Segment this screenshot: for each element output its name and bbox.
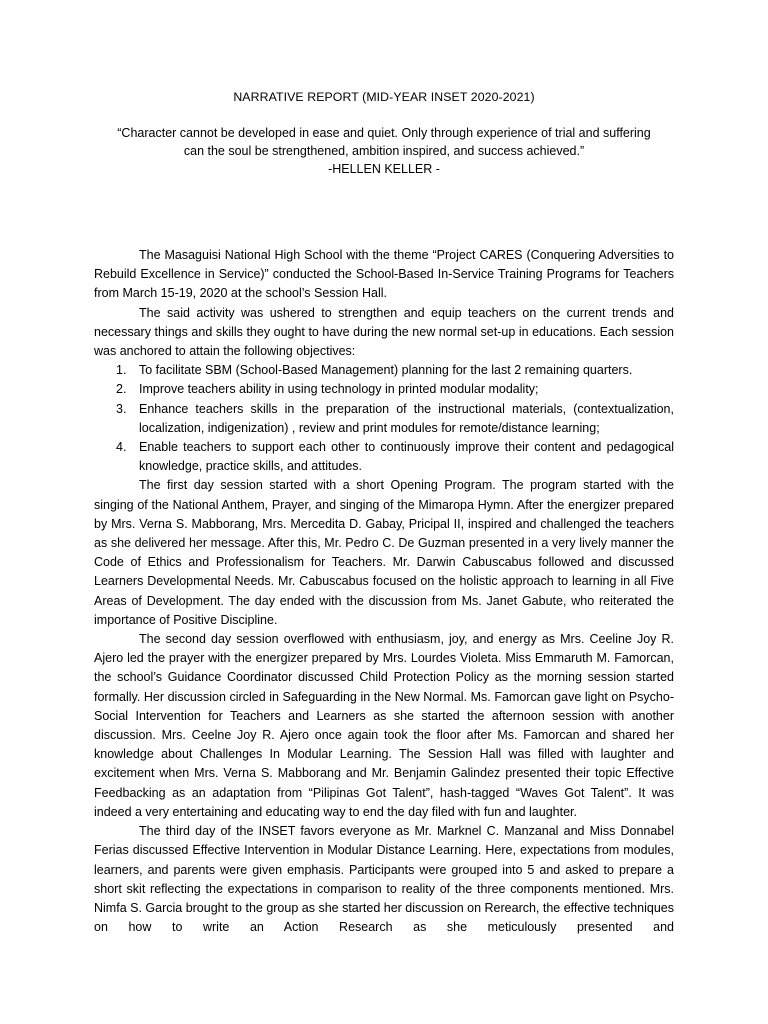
paragraph-purpose: The said activity was ushered to strengthen and equip teachers on the current trends and necessary things and skills they ought to have during the new normal set-up in educations. Each session was anchored to attain the following objectives:	[94, 305, 674, 359]
paragraph-day-two: The second day session overflowed with enthusiasm, joy, and energy as Mrs. Ceeline Joy R. Ajero led the prayer with the energizer prepared by Mrs. Lourdes Violeta. Miss Emmaruth M. Famorcan, the school’s Guidance Coordinator discussed Child Protection Policy as the morning session started formally. Her discussion circled in Safeguarding in the New Normal. Ms. Famorcan gave light on Psycho-Social Intervention for Teachers and Learners as she started the afternoon session with another discussion. Mrs. Ceelne Joy R. Ajero once again took the floor after Ms. Famorcan and shared her knowledge about Challenges In Modular Learning. The Session Hall was filled with laughter and excitement when Mrs. Verna S. Mabborang and Mr. Benjamin Galindez presented their topic Effective Feedbacking as an adaptation from “Pilipinas Got Talent”, hash-tagged “Waves Got Talent”. It was indeed a very entertaining and educating way to end the day filed with fun and laughter.	[94, 632, 674, 819]
list-item-number: 1.	[116, 363, 127, 378]
quote-line-1: “Character cannot be developed in ease and quiet. Only through experience of trial and suffering	[117, 126, 651, 140]
list-item-number: 3.	[116, 401, 127, 416]
paragraph-day-three: The third day of the INSET favors everyone as Mr. Marknel C. Manzanal and Miss Donnabel Ferias discussed Effective Intervention in Modular Distance Learning. Here, expectations from modules, learners, and parents were given emphasis. Participants were grouped into 5 and asked to prepare a short skit reflecting the expectations in comparison to reality of the three components mentioned. Mrs. Nimfa S. Garcia brought to the group as she started her discussion on Rerearch, the effective techniques on how to write an Action Research as she meticulously presented and	[94, 824, 674, 935]
report-body	[94, 246, 674, 937]
quote-line-2: can the soul be strengthened, ambition inspired, and success achieved.”	[183, 144, 585, 158]
report-title: NARRATIVE REPORT (MID-YEAR INSET 2020-2021)	[233, 90, 535, 104]
list-item	[94, 361, 674, 380]
list-item-text: To facilitate SBM (School-Based Management) planning for the last 2 remaining quarters.	[139, 363, 633, 378]
list-item-number: 2.	[116, 382, 127, 397]
objectives-list	[94, 361, 674, 476]
epigraph-quote	[100, 124, 668, 178]
paragraph-day-one: The first day session started with a short Opening Program. The program started with the singing of the National Anthem, Prayer, and singing of the Mimaropa Hymn. After the energizer prepared by Mrs. Verna S. Mabborang, Mrs. Mercedita D. Gabay, Pricipal II, inspired and challenged the teachers as she delivered her message. After this, Mr. Pedro C. De Guzman presented in a very lively manner the Code of Ethics and Professionalism for Teachers. Mr. Darwin Cabuscabus followed and discussed Learners Developmental Needs. Mr. Cabuscabus focused on the holistic approach to learning in all Five Areas of Development. The day ended with the discussion from Ms. Janet Gabute, who reiterated the importance of Positive Discipline.	[94, 478, 674, 627]
list-item-number: 4.	[116, 440, 127, 455]
list-item-text: Enable teachers to support each other to continuously improve their content and pedagogical knowledge, practice skills, and attitudes.	[139, 440, 674, 474]
paragraph-intro: The Masaguisi National High School with the theme “Project CARES (Conquering Adversities to Rebuild Excellence in Service)” conducted the School-Based In-Service Training Programs for Teachers from March 15-19, 2020 at the school’s Session Hall.	[94, 248, 674, 301]
list-item-text: Enhance teachers skills in the preparation of the instructional materials, (contextualization, localization, indigenization) , review and print modules for remote/distance learning;	[139, 401, 674, 435]
list-item	[94, 400, 674, 438]
list-item	[94, 438, 674, 476]
quote-author: -HELLEN KELLER -	[328, 162, 440, 176]
list-item	[94, 380, 674, 399]
list-item-text: Improve teachers ability in using technology in printed modular modality;	[139, 382, 539, 397]
